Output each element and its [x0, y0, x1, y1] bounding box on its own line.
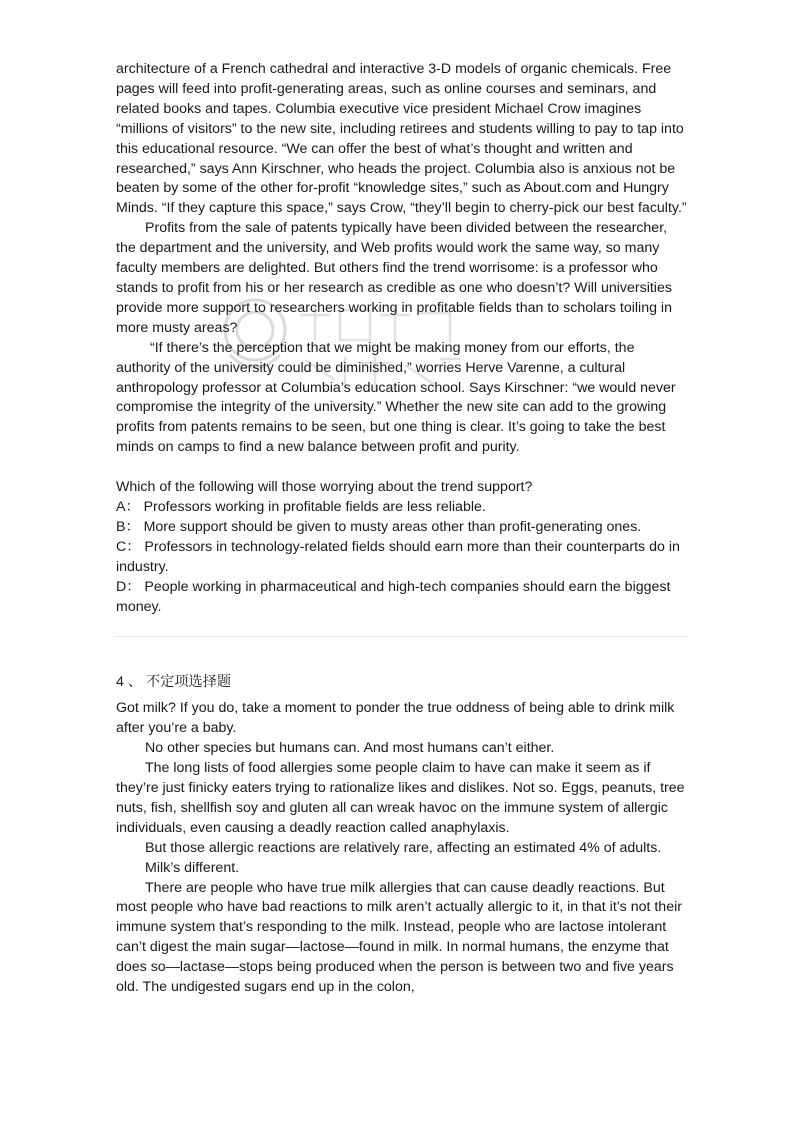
- answer-option-b: B： More support should be given to musty areas other than profit-generating ones.: [116, 518, 642, 535]
- passage-paragraph: There are people who have true milk allergies that can cause deadly reactions. But most people who have bad reactions to milk aren’t actually allergic to it, in that it’s not their immune system that’s responding to the milk. Instead, people who are lactose intolerant can’t digest the main sugar—lactose—found in milk. In normal humans, the enzyme that does so—lactase—stops being produced when the person is between two and five years old. The undigested sugars end up in the colon,: [116, 879, 682, 996]
- passage-paragraph: The long lists of food allergies some people claim to have can make it seem as if they’re just finicky eaters trying to rationalize likes and dislikes. Not so. Eggs, peanuts, tree nuts, fish, shellfish soy and gluten all can wreak havoc on the immune system of allergic individuals, even causing a deadly reaction called anaphylaxis.: [116, 760, 685, 836]
- passage-paragraph: “If there’s the perception that we might be making money from our efforts, the authority of the university could be diminished,” worries Herve Varenne, a cultural anthropology professor at Columbia’s education school. Says Kirschner: “we would never compromise the integrity of the university.” Whether the new site can add to the growing profits from patents remains to be seen, but one thing is clear. It’s going to take the best minds on camps to find a new balance between profit and purity.: [116, 339, 676, 456]
- document-page: [116, 60, 688, 998]
- answer-option-c: C： Professors in technology-related fields should earn more than their counterparts do in industry.: [116, 538, 680, 575]
- section-divider: [116, 636, 688, 637]
- passage-paragraph: Profits from the sale of patents typically have been divided between the researcher, the department and the university, and Web profits would work the same way, so many faculty members are delighted. But others find the trend worrisome: is a professor who stands to profit from his or her research as credible as one who doesn’t? Will universities provide more support to researchers working in profitable fields than to scholars toiling in more musty areas?: [116, 220, 672, 336]
- passage-paragraph: architecture of a French cathedral and interactive 3-D models of organic chemicals. Free pages will feed into profit-generating areas, such as online courses and seminars, and related books and tapes. Columbia executive vice president Michael Crow imagines “millions of visitors” to the new site, including retirees and students willing to pay to tap into this educational resource. “We can offer the best of what’s thought and written and researched,” says Ann Kirschner, who heads the project. Columbia also is anxious not be beaten by some of the other for-profit “knowledge sites,” such as About.com and Hungry Minds. “If they capture this space,” says Crow, “they’ll begin to cherry-pick our best faculty.”: [116, 61, 687, 217]
- passage-paragraph: But those allergic reactions are relatively rare, affecting an estimated 4% of adults.: [145, 839, 662, 856]
- answer-option-d: D： People working in pharmaceutical and high-tech companies should earn the biggest money.: [116, 578, 671, 615]
- passage-paragraph: Milk’s different.: [145, 859, 240, 876]
- passage-paragraph: Got milk? If you do, take a moment to ponder the true oddness of being able to drink milk after you’re a baby.: [116, 700, 675, 737]
- section-heading: 4 、 不定项选择题: [116, 674, 232, 691]
- answer-option-a: A： Professors working in profitable fields are less reliable.: [116, 499, 486, 516]
- passage-paragraph: No other species but humans can. And most humans can’t either.: [145, 740, 555, 757]
- spacer: [116, 458, 688, 478]
- question-stem: Which of the following will those worrying about the trend support?: [116, 479, 533, 496]
